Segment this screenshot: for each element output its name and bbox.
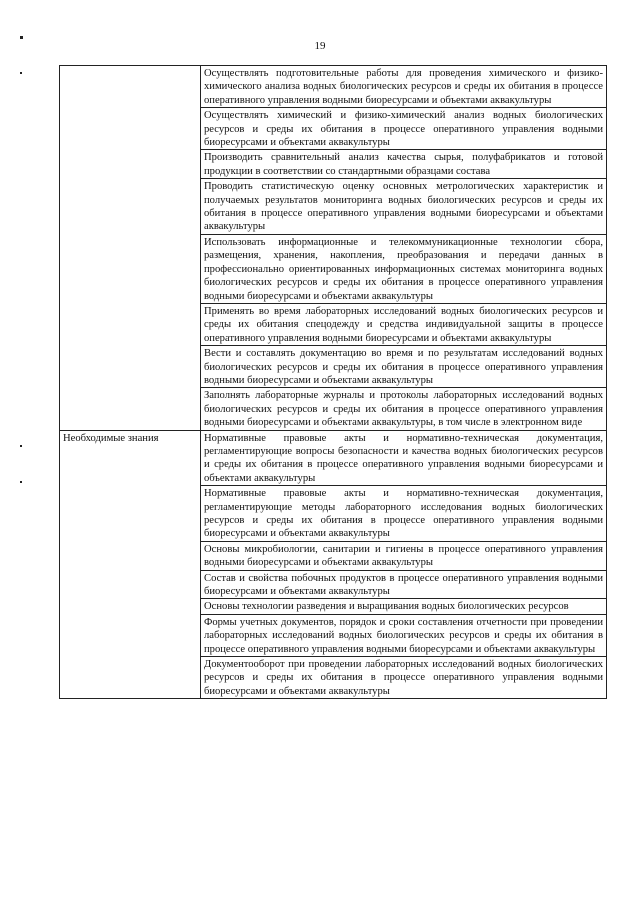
- requirements-table: [59, 65, 607, 699]
- scan-mark: [20, 36, 23, 39]
- table-cell: Основы микробиологии, санитарии и гигиены в процессе оперативного управления водными биоресурсами и объектами аквакультуры: [201, 541, 607, 570]
- table-cell: Нормативные правовые акты и нормативно-техническая документация, регламентирующие вопросы безопасности и качества водных биологических ресурсов и среды их обитания в процессе оперативного управления водными биоресурсами и объектами аквакультуры: [201, 430, 607, 486]
- table-cell: Заполнять лабораторные журналы и протоколы лабораторных исследований водных биологических ресурсов и среды их обитания в процессе оперативного управления водными биоресурсами и объектами аквакультуры, в том числе в электронном виде: [201, 388, 607, 430]
- table-cell: Формы учетных документов, порядок и сроки составления отчетности при проведении лабораторных исследований водных биологических ресурсов и среды их обитания в процессе оперативного управления водными биоресурсами и объектами аквакультуры: [201, 614, 607, 656]
- table-cell: Нормативные правовые акты и нормативно-техническая документация, регламентирующие методы лабораторного исследования водных биологических ресурсов и среды их обитания в процессе оперативного управления водными биоресурсами и объектами аквакультуры: [201, 486, 607, 542]
- scan-mark: [20, 72, 22, 74]
- table-cell: Вести и составлять документацию во время и по результатам исследований водных биологических ресурсов и среды их обитания в процессе оперативного управления водными биоресурсами и объектами аквакультуры: [201, 346, 607, 388]
- row-label-skills: [60, 66, 201, 431]
- scan-mark: [20, 481, 22, 483]
- table-cell: Использовать информационные и телекоммуникационные технологии сбора, размещения, хранения, накопления, преобразования и передачи данных в профессионально ориентированных информационных системах мониторинга водных биологических ресурсов и среды их обитания в процессе оперативного управления водными биоресурсами и объектами аквакультуры: [201, 234, 607, 303]
- table-cell: Документооборот при проведении лабораторных исследований водных биологических ресурсов и среды их обитания в процессе оперативного управления водными биоресурсами и объектами аквакультуры: [201, 657, 607, 699]
- scan-mark: [20, 445, 22, 447]
- table-cell: Проводить статистическую оценку основных метрологических характеристик и получаемых результатов мониторинга водных биологических ресурсов и среды их обитания в процессе оперативного управления водными биоресурсами и объектами аквакультуры: [201, 179, 607, 235]
- table-cell: Осуществлять химический и физико-химический анализ водных биологических ресурсов и среды их обитания в процессе оперативного управления водными биоресурсами и объектами аквакультуры: [201, 108, 607, 150]
- table-cell: Производить сравнительный анализ качества сырья, полуфабрикатов и готовой продукции в соответствии со стандартными образцами состава: [201, 150, 607, 179]
- table-cell: Основы технологии разведения и выращивания водных биологических ресурсов: [201, 599, 607, 614]
- page-number: 19: [314, 40, 326, 52]
- table-row: [60, 66, 607, 108]
- table-cell: Состав и свойства побочных продуктов в процессе оперативного управления водными биоресурсами и объектами аквакультуры: [201, 570, 607, 599]
- table-cell: Осуществлять подготовительные работы для проведения химического и физико-химического анализа водных биологических ресурсов и среды их обитания в процессе оперативного управления водными биоресурсами и объектами аквакультуры: [201, 66, 607, 108]
- row-label-required-knowledge: Необходимые знания: [60, 430, 201, 699]
- table-cell: Применять во время лабораторных исследований водных биологических ресурсов и среды их обитания спецодежду и средства индивидуальной защиты в процессе оперативного управления водными биоресурсами и объектами аквакультуры: [201, 303, 607, 345]
- table-row: [60, 430, 607, 486]
